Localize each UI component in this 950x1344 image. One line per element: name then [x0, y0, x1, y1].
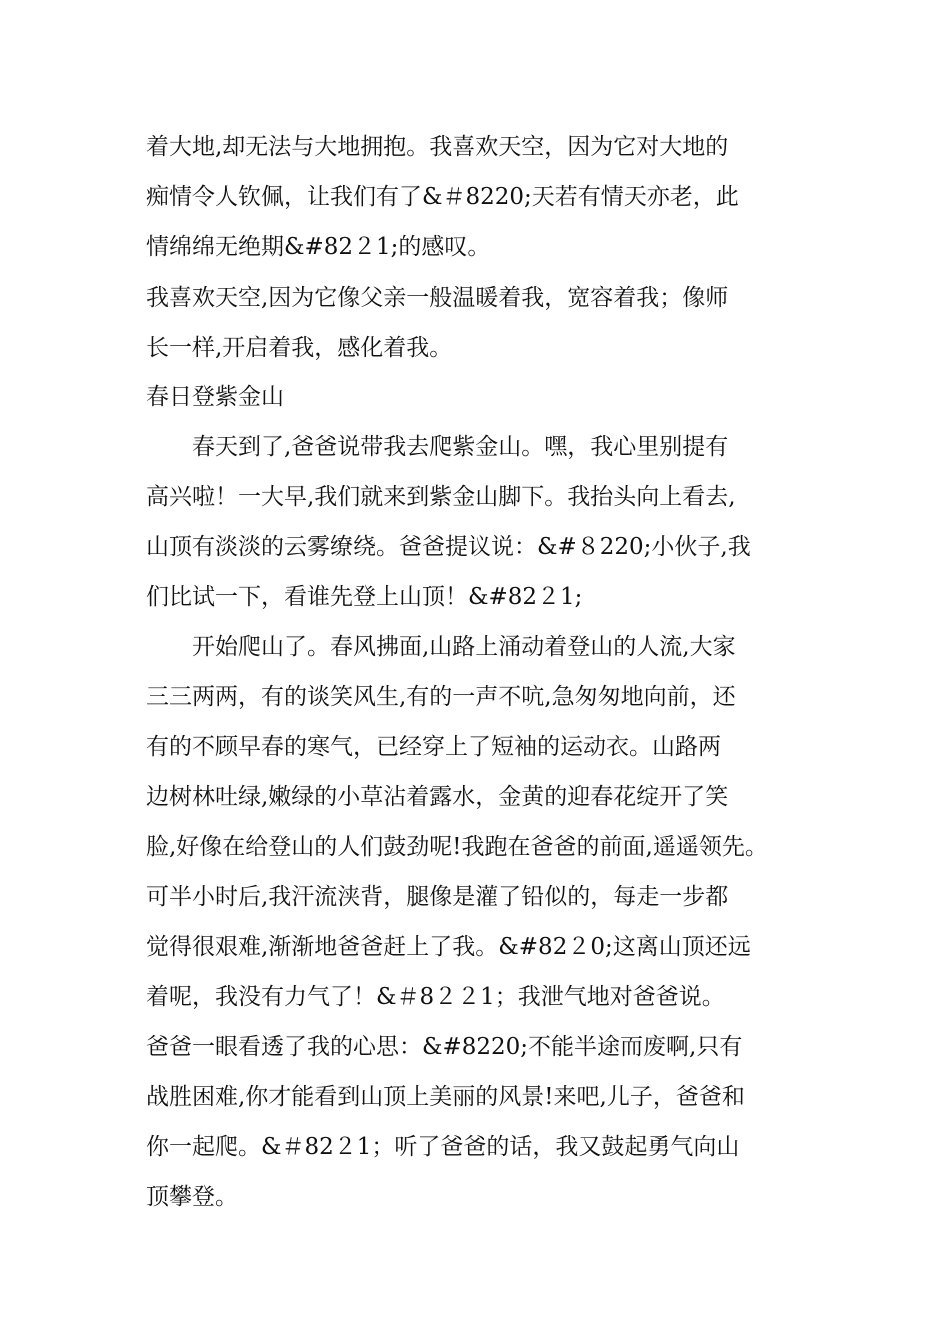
paragraph-line: 爸爸一眼看透了我的心思：&#8220;不能半途而废啊,只有: [146, 1034, 743, 1060]
paragraph-line: 有的不顾早春的寒气，已经穿上了短袖的运动衣。山路两: [146, 734, 721, 760]
paragraph-line: 觉得很艰难,渐渐地爸爸赶上了我。&#82２0;这离山顶还远: [146, 934, 751, 960]
paragraph-line: 山顶有淡淡的云雾缭绕。爸爸提议说：&#８220;小伙子,我: [146, 534, 751, 560]
paragraph-line: 着大地,却无法与大地拥抱。我喜欢天空，因为它对大地的: [146, 134, 729, 160]
paragraph-line: 痴情令人钦佩，让我们有了&＃8220;天若有情天亦老，此: [146, 184, 739, 210]
paragraph-line: 三三两两，有的谈笑风生,有的一声不吭,急匆匆地向前，还: [146, 684, 736, 710]
paragraph-line: 脸,好像在给登山的人们鼓劲呢!我跑在爸爸的前面,遥遥领先。: [146, 834, 768, 860]
paragraph-line: 边树林吐绿,嫩绿的小草沾着露水，金黄的迎春花绽开了笑: [146, 784, 729, 810]
paragraph-line: 长一样,开启着我，感化着我。: [146, 335, 453, 361]
section-title: 春日登紫金山: [146, 384, 284, 410]
paragraph-line: 我喜欢天空,因为它像父亲一般温暖着我，宽容着我；像师: [146, 285, 729, 311]
paragraph-line: 着呢，我没有力气了！&＃8２２1；我泄气地对爸爸说。: [146, 984, 725, 1010]
paragraph-line: 高兴啦！一大早,我们就来到紫金山脚下。我抬头向上看去,: [146, 484, 736, 510]
paragraph-line: 们比试一下，看谁先登上山顶！&#82２1;: [146, 584, 583, 610]
paragraph-line: 情绵绵无绝期&#82２1;的感叹。: [146, 234, 491, 260]
paragraph-line: 顶攀登。: [146, 1184, 238, 1210]
paragraph-line: 战胜困难,你才能看到山顶上美丽的风景!来吧,儿子，爸爸和: [146, 1084, 745, 1110]
paragraph-line: 可半小时后,我汗流浃背，腿像是灌了铅似的，每走一步都: [146, 884, 729, 910]
paragraph-line: 你一起爬。&＃82２1；听了爸爸的话，我又鼓起勇气向山: [146, 1134, 740, 1160]
paragraph-line: 春天到了,爸爸说带我去爬紫金山。嘿，我心里别提有: [146, 434, 729, 460]
paragraph-line: 开始爬山了。春风拂面,山路上涌动着登山的人流,大家: [146, 634, 736, 660]
